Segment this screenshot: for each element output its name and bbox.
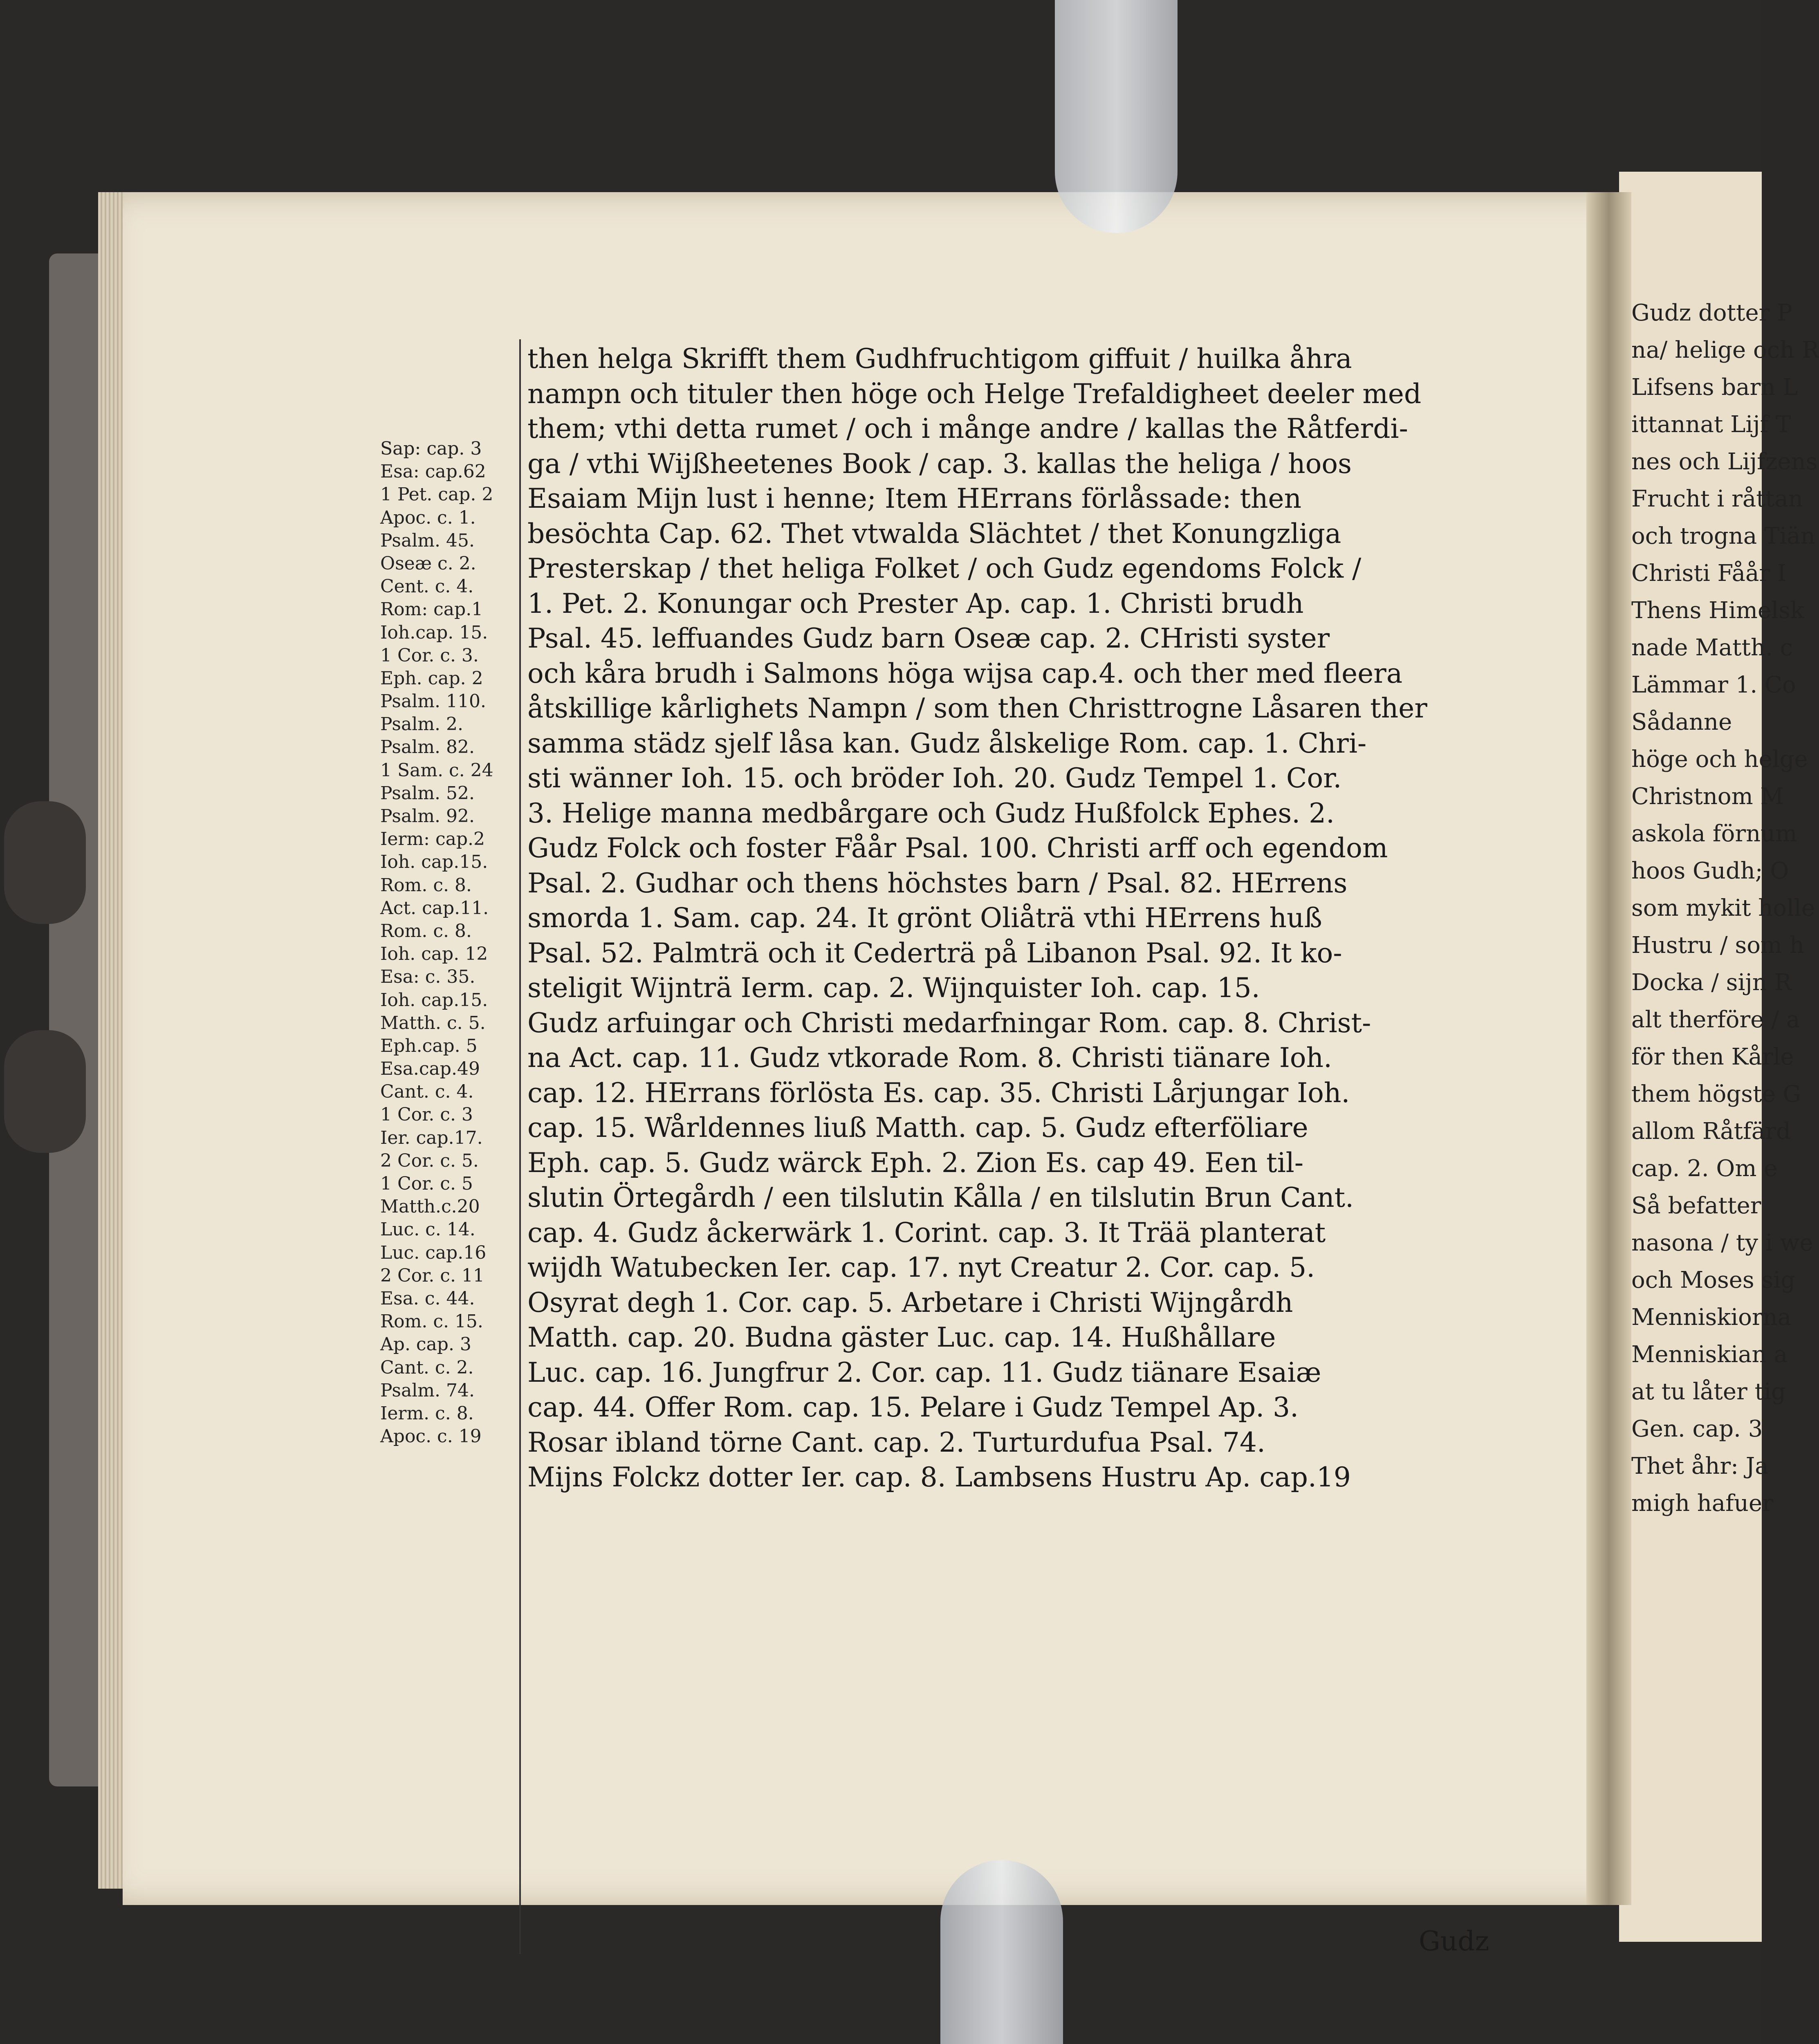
margin-note: Psalm. 92. — [380, 806, 475, 827]
next-page-line: Menniskian a — [1631, 1341, 1788, 1368]
margin-note: Cent. c. 4. — [380, 576, 474, 597]
margin-note: 1 Cor. c. 3. — [380, 645, 479, 666]
margin-note: 2 Cor. c. 11 — [380, 1265, 484, 1286]
next-page-line: allom Råtfärd — [1631, 1118, 1791, 1145]
margin-note: Luc. c. 14. — [380, 1219, 475, 1240]
margin-note: Psalm. 110. — [380, 691, 486, 712]
margin-note: Ioh. cap. 12 — [380, 944, 488, 965]
next-page-line: Thens Himelsk — [1631, 597, 1804, 624]
text-line: Matth. cap. 20. Budna gäster Luc. cap. 14. Hußhållare — [527, 1322, 1276, 1353]
next-page-line: Lifsens barn L — [1631, 374, 1798, 401]
margin-note: Esa.cap.49 — [380, 1058, 480, 1080]
next-page-text — [1631, 294, 1819, 1522]
margin-note: 2 Cor. c. 5. — [380, 1150, 479, 1171]
text-line: och kåra brudh i Salmons höga wijsa cap.4. och ther med fleera — [527, 657, 1403, 689]
next-page-line: höge och helge — [1631, 746, 1808, 773]
text-line: cap. 12. HErrans förlösta Es. cap. 35. Christi Lårjungar Ioh. — [527, 1077, 1350, 1109]
margin-note: Rom. c. 15. — [380, 1311, 483, 1332]
next-page-line: alt therföre / a — [1631, 1006, 1800, 1033]
text-line: Psal. 45. leffuandes Gudz barn Oseæ cap. 2. CHristi syster — [527, 623, 1330, 654]
margin-note: Psalm. 45. — [380, 530, 475, 551]
text-line: cap. 15. Wårldennes liuß Matth. cap. 5. Gudz efterföliare — [527, 1112, 1308, 1143]
text-line: nampn och tituler then höge och Helge Trefaldigheet deeler med — [527, 378, 1422, 410]
next-page-line: Thet åhr: Ja — [1631, 1453, 1769, 1479]
margin-note: Cant. c. 2. — [380, 1357, 474, 1378]
text-line: Psal. 52. Palmträ och it Cederträ på Libanon Psal. 92. It ko- — [527, 937, 1342, 969]
text-line: 3. Helige manna medbårgare och Gudz Hußfolck Ephes. 2. — [527, 797, 1335, 829]
next-page-line: cap. 2. Om e — [1631, 1155, 1778, 1182]
text-line: besöchta Cap. 62. Thet vtwalda Slächtet / thet Konungzliga — [527, 518, 1341, 549]
margin-references — [380, 437, 523, 1448]
margin-note: Apoc. c. 19 — [380, 1426, 482, 1447]
margin-note: Rom: cap.1 — [380, 599, 483, 620]
next-page-line: och Moses sig — [1631, 1267, 1795, 1293]
next-page-line: na/ helige och R — [1631, 337, 1819, 363]
next-page-line: Frucht i råttan — [1631, 486, 1803, 512]
next-page-line: för then Kårle — [1631, 1044, 1794, 1070]
text-line: Psal. 2. Gudhar och thens höchstes barn / Psal. 82. HErrens — [527, 867, 1348, 899]
next-page-line: Hustru / som h — [1631, 932, 1804, 959]
text-line: Mijns Folckz dotter Ier. cap. 8. Lambsens Hustru Ap. cap.19 — [527, 1461, 1351, 1493]
text-line: 1. Pet. 2. Konungar och Prester Ap. cap. 1. Christi brudh — [527, 587, 1304, 619]
book-clamp-top — [1055, 0, 1178, 233]
text-line: smorda 1. Sam. cap. 24. It grönt Oliåträ vthi HErrens huß — [527, 902, 1322, 934]
next-page-line: nes och Lijfzens — [1631, 448, 1818, 475]
book-gutter — [1586, 192, 1631, 1905]
text-line: cap. 4. Gudz åckerwärk 1. Corint. cap. 3. It Trää planterat — [527, 1217, 1326, 1248]
text-line: slutin Örtegårdh / een tilslutin Kålla / en tilslutin Brun Cant. — [527, 1182, 1354, 1213]
scanner-knob — [4, 1030, 86, 1153]
text-line: Gudz arfuingar och Christi medarfningar Rom. cap. 8. Christ- — [527, 1007, 1371, 1039]
margin-rule — [519, 339, 521, 1954]
margin-note: Ier. cap.17. — [380, 1127, 483, 1148]
next-page-line: at tu låter tig — [1631, 1378, 1786, 1405]
margin-note: Ap. cap. 3 — [380, 1334, 471, 1355]
margin-note: Esa: c. 35. — [380, 966, 475, 988]
margin-note: 1 Cor. c. 3 — [380, 1104, 473, 1125]
margin-note: Psalm. 52. — [380, 782, 475, 804]
text-line: na Act. cap. 11. Gudz vtkorade Rom. 8. Christi tiänare Ioh. — [527, 1042, 1332, 1074]
margin-note: Matth. c. 5. — [380, 1012, 486, 1033]
text-line: Osyrat degh 1. Cor. cap. 5. Arbetare i Christi Wijngårdh — [527, 1286, 1293, 1318]
text-line: wijdh Watubecken Ier. cap. 17. nyt Creatur 2. Cor. cap. 5. — [527, 1252, 1315, 1283]
text-line: them; vthi detta rumet / och i månge andre / kallas the Råtferdi- — [527, 413, 1408, 444]
text-line: Esaiam Mijn lust i henne; Item HErrans förlåssade: then — [527, 483, 1302, 514]
next-page-line: och trogna Tiän — [1631, 523, 1815, 549]
next-page-line: nade Matth. c — [1631, 634, 1793, 661]
next-page-line: them högste G — [1631, 1081, 1801, 1107]
next-page-line: Christnom M — [1631, 783, 1784, 810]
next-page-line: Gudz dotter P — [1631, 300, 1792, 326]
text-line: steligit Wijnträ Ierm. cap. 2. Wijnquister Ioh. cap. 15. — [527, 972, 1260, 1004]
main-text — [527, 341, 1537, 1495]
text-line: sti wänner Ioh. 15. och bröder Ioh. 20. Gudz Tempel 1. Cor. — [527, 762, 1342, 794]
margin-note: Ierm. c. 8. — [380, 1403, 474, 1424]
margin-note: Act. cap.11. — [380, 897, 489, 919]
text-line: Luc. cap. 16. Jungfrur 2. Cor. cap. 11. Gudz tiänare Esaiæ — [527, 1356, 1321, 1388]
next-page-line: Sådanne — [1631, 709, 1732, 735]
next-page-line: Docka / sijn R — [1631, 969, 1792, 996]
next-page-line: Gen. cap. 3 — [1631, 1416, 1763, 1442]
margin-note: 1 Cor. c. 5 — [380, 1173, 473, 1194]
margin-note: Rom. c. 8. — [380, 874, 472, 896]
margin-note: Ierm: cap.2 — [380, 829, 485, 850]
text-line: Gudz Folck och foster Fåår Psal. 100. Christi arff och egendom — [527, 832, 1388, 864]
margin-note: Eph.cap. 5 — [380, 1035, 478, 1056]
margin-note: Matth.c.20 — [380, 1196, 480, 1217]
margin-note: Ioh. cap.15. — [380, 989, 488, 1011]
book-clamp-bottom — [940, 1860, 1063, 2044]
text-line: Eph. cap. 5. Gudz wärck Eph. 2. Zion Es. cap 49. Een til- — [527, 1147, 1304, 1179]
margin-note: Esa. c. 44. — [380, 1288, 475, 1309]
margin-note: 1 Pet. cap. 2 — [380, 484, 493, 505]
next-page-line: ittannat Lijf T — [1631, 411, 1791, 438]
next-page-line: som mykit holle — [1631, 895, 1815, 921]
next-page-line: hoos Gudh; O — [1631, 858, 1789, 884]
text-line: Presterskap / thet heliga Folket / och Gudz egendoms Folck / — [527, 553, 1361, 584]
margin-note: Psalm. 2. — [380, 714, 463, 735]
next-page-line: Christi Fåår I — [1631, 560, 1787, 587]
next-page-line: Menniskiorna — [1631, 1304, 1792, 1331]
text-line: ga / vthi Wijßheetenes Book / cap. 3. kallas the heliga / hoos — [527, 448, 1352, 480]
margin-note: Oseæ c. 2. — [380, 553, 476, 574]
text-line: samma städz sjelf låsa kan. Gudz ålskelige Rom. cap. 1. Chri- — [527, 727, 1367, 759]
margin-note: Esa: cap.62 — [380, 461, 486, 482]
margin-note: Rom. c. 8. — [380, 920, 472, 941]
catchword: Gudz — [1419, 1925, 1489, 1957]
margin-note: 1 Sam. c. 24 — [380, 760, 493, 781]
margin-note: Ioh. cap.15. — [380, 852, 488, 873]
text-line: cap. 44. Offer Rom. cap. 15. Pelare i Gudz Tempel Ap. 3. — [527, 1392, 1299, 1423]
next-page-line: Lämmar 1. Co — [1631, 672, 1796, 698]
margin-note: Eph. cap. 2 — [380, 668, 483, 689]
margin-note: Psalm. 82. — [380, 737, 475, 758]
margin-note: Luc. cap.16 — [380, 1242, 487, 1263]
text-line: Rosar ibland törne Cant. cap. 2. Turturdufua Psal. 74. — [527, 1426, 1265, 1458]
next-page-line: askola förnum — [1631, 820, 1797, 847]
text-line: åtskillige kårlighets Nampn / som then Christtrogne Låsaren ther — [527, 693, 1427, 724]
margin-note: Cant. c. 4. — [380, 1081, 474, 1103]
next-page-line: nasona / ty i we — [1631, 1230, 1813, 1256]
margin-note: Ioh.cap. 15. — [380, 622, 488, 643]
margin-note: Sap: cap. 3 — [380, 438, 482, 459]
margin-note: Psalm. 74. — [380, 1380, 475, 1401]
next-page-line: Så befatter — [1631, 1192, 1761, 1219]
margin-note: Apoc. c. 1. — [380, 507, 476, 528]
next-page-line: migh hafuer — [1631, 1490, 1773, 1517]
scanner-knob — [4, 801, 86, 924]
text-line: then helga Skrifft them Gudhfruchtigom giffuit / huilka åhra — [527, 343, 1352, 374]
